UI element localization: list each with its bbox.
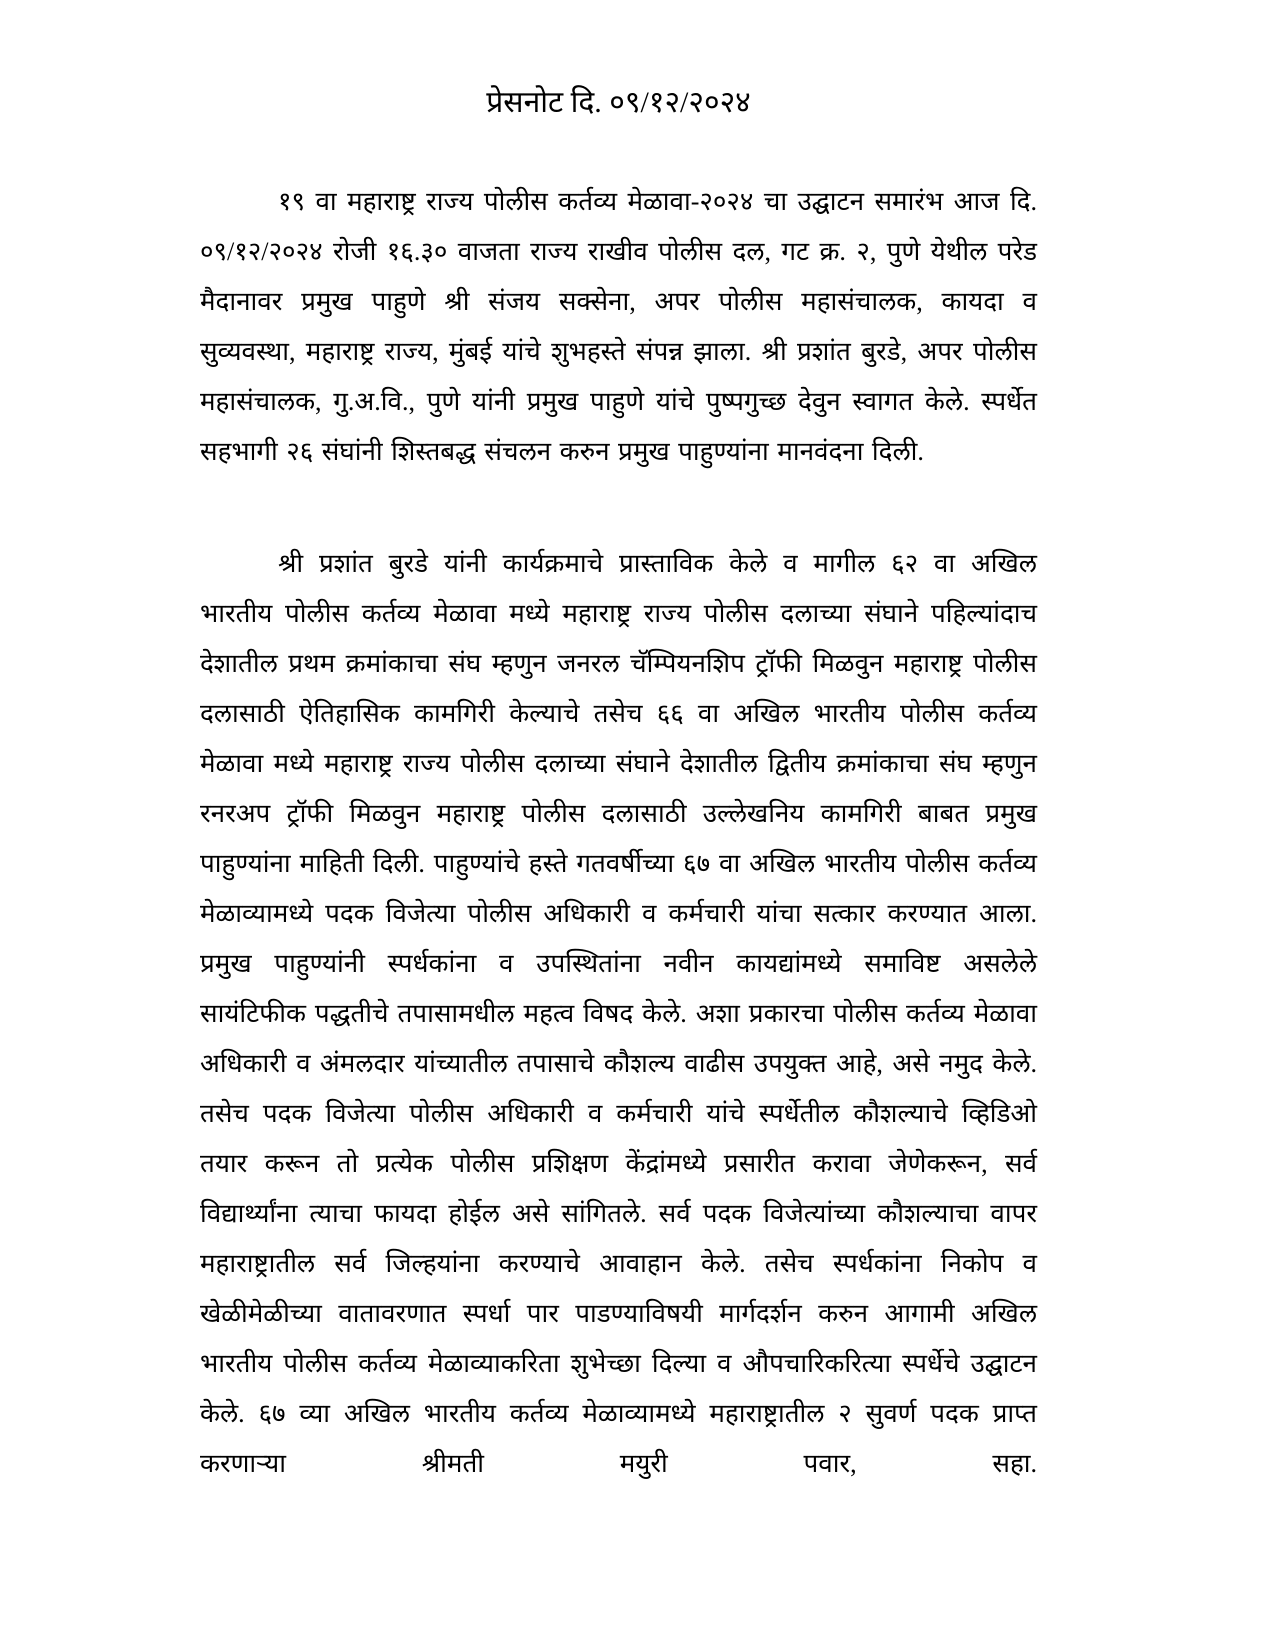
paragraph-inauguration: १९ वा महाराष्ट्र राज्य पोलीस कर्तव्य मेळावा-२०२४ चा उद्घाटन समारंभ आज दि. ०९/१२/२०२४ रोजी १६.३० वाजता राज्य राखीव पोलीस दल, गट क्र. २, पुणे येथील परेड मैदानावर प्रमुख पाहुणे श्री संजय सक्सेना, अपर पोलीस महासंचालक, कायदा व सुव्यवस्था, महाराष्ट्र राज्य, मुंबई यांचे शुभहस्ते संपन्न झाला. श्री प्रशांत बुरडे, अपर पोलीस महासंचालक, गु.अ.वि., पुणे यांनी प्रमुख पाहुणे यांचे पुष्पगुच्छ देवुन स्वागत केले. स्पर्धेत सहभागी २६ संघांनी शिस्तबद्ध संचलन करुन प्रमुख पाहुण्यांना मानवंदना दिली. — [200, 187, 1037, 466]
paragraph-speech-details: श्री प्रशांत बुरडे यांनी कार्यक्रमाचे प्रास्ताविक केले व मागील ६२ वा अखिल भारतीय पोलीस कर्तव्य मेळावा मध्ये महाराष्ट्र राज्य पोलीस दलाच्या संघाने पहिल्यांदाच देशातील प्रथम क्रमांकाचा संघ म्हणुन जनरल चॅम्पियनशिप ट्रॉफी मिळवुन महाराष्ट्र पोलीस दलासाठी ऐतिहासिक कामगिरी केल्याचे तसेच ६६ वा अखिल भारतीय पोलीस कर्तव्य मेळावा मध्ये महाराष्ट्र राज्य पोलीस दलाच्या संघाने देशातील द्वितीय क्रमांकाचा संघ म्हणुन रनरअप ट्रॉफी मिळवुन महाराष्ट्र पोलीस दलासाठी उल्लेखनिय कामगिरी बाबत प्रमुख पाहुण्यांना माहिती दिली. पाहुण्यांचे हस्ते गतवर्षीच्या ६७ वा अखिल भारतीय पोलीस कर्तव्य मेळाव्यामध्ये पदक विजेत्या पोलीस अधिकारी व कर्मचारी यांचा सत्कार करण्यात आला. प्रमुख पाहुण्यांनी स्पर्धकांना व उपस्थितांना नवीन कायद्यांमध्ये समाविष्ट असलेले सायंटिफीक पद्धतीचे तपासामधील महत्व विषद केले. अशा प्रकारचा पोलीस कर्तव्य मेळावा अधिकारी व अंमलदार यांच्यातील तपासाचे कौशल्य वाढीस उपयुक्त आहे, असे नमुद केले. तसेच पदक विजेत्या पोलीस अधिकारी व कर्मचारी यांचे स्पर्धेतील कौशल्याचे व्हिडिओ तयार करून तो प्रत्येक पोलीस प्रशिक्षण केंद्रांमध्ये प्रसारीत करावा जेणेकरून, सर्व विद्यार्थ्यांना त्याचा फायदा होईल असे सांगितले. सर्व पदक विजेत्यांच्या कौशल्याचा वापर महाराष्ट्रातील सर्व जिल्हयांना करण्याचे आवाहान केले. तसेच स्पर्धकांना निकोप व खेळीमेळीच्या वातावरणात स्पर्धा पार पाडण्याविषयी मार्गदर्शन करुन आगामी अखिल भारतीय पोलीस कर्तव्य मेळाव्याकरिता शुभेच्छा दिल्या व औपचारिकरित्या स्पर्धेचे उद्घाटन केले. ६७ व्या अखिल भारतीय कर्तव्य मेळाव्यामध्ये महाराष्ट्रातील २ सुवर्ण पदक प्राप्त करणाऱ्या श्रीमती मयुरी पवार, सहा. — [200, 549, 1037, 1478]
document-title: प्रेसनोट दि. ०९/१२/२०२४ — [486, 86, 751, 119]
